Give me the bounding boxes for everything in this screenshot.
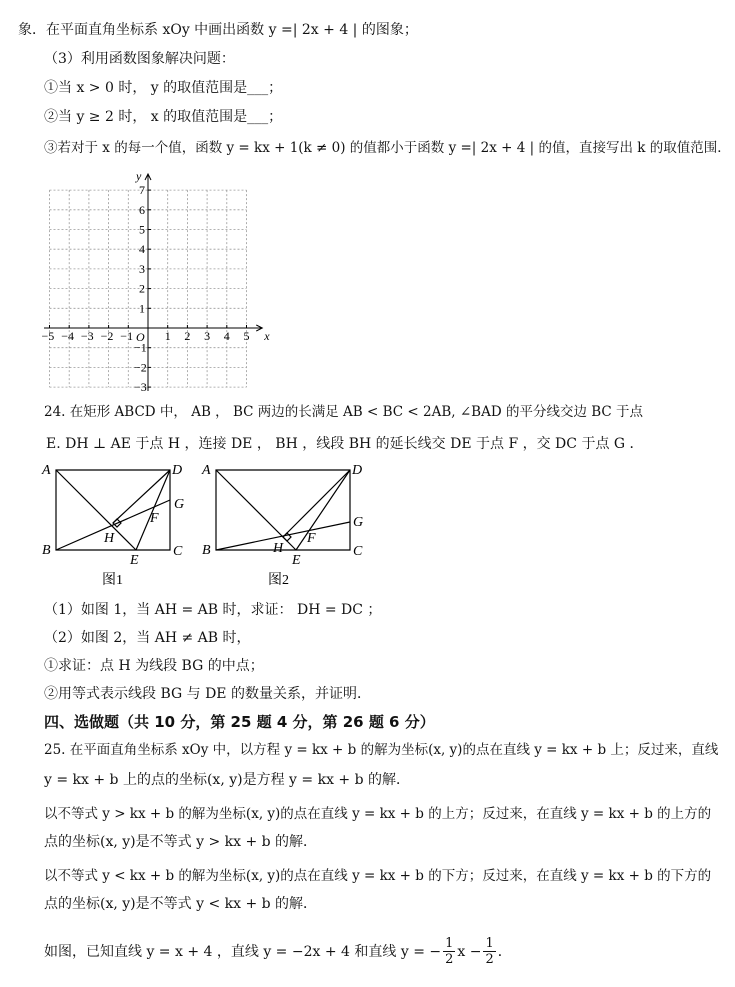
label-C: C: [353, 544, 363, 559]
figure-2: [200, 460, 380, 590]
y-tick-label: −3: [134, 380, 147, 395]
text-line: （3）利用函数图象解决问题：: [44, 51, 235, 67]
label-A: A: [202, 463, 211, 478]
x-tick-label: −4: [61, 329, 74, 343]
question-24-part: （1）如图 1，当 AH = AB 时，求证： DH = DC ；: [44, 602, 382, 618]
question-24-text: E. DH ⊥ AE 于点 H ，连接 DE ， BH ，线段 BH 的延长线交 DE 于点 F ，交 DC 于点 G ．: [46, 436, 644, 452]
label-F: F: [150, 511, 159, 526]
figure-caption: 图1: [102, 573, 123, 588]
y-tick-label: −1: [134, 340, 147, 355]
x-tick-label: −1: [120, 329, 134, 343]
x-tick-label: 2: [184, 329, 191, 343]
label-G: G: [174, 497, 185, 512]
question-25-text: 以不等式 y < kx + b 的解为坐标(x, y)的点在直线 y = kx + b 的下方；反过来，在直线 y = kx + b 的下方的: [44, 868, 712, 884]
fraction-denominator: 2: [445, 952, 454, 967]
label-G: G: [353, 515, 364, 530]
label-E: E: [130, 553, 139, 568]
y-tick-label: 2: [139, 281, 145, 296]
fraction-numerator: 1: [485, 936, 494, 951]
coordinate-grid: [30, 168, 290, 396]
fraction-half: [443, 936, 455, 967]
segment-dh: [113, 470, 170, 523]
label-E: E: [292, 553, 301, 568]
label-H: H: [104, 531, 115, 546]
fraction-half: [483, 936, 495, 967]
x-axis-label: x: [264, 329, 270, 343]
y-tick-label: 1: [139, 301, 145, 316]
y-axis-label: y: [136, 169, 142, 183]
question-24-part: （2）如图 2，当 AH ≠ AB 时，: [44, 630, 251, 646]
label-D: D: [352, 463, 363, 478]
x-tick-label: 4: [223, 329, 230, 343]
x-tick-label: 5: [243, 329, 250, 343]
figure-caption: 图2: [268, 573, 289, 588]
question-25-text: y = kx + b 上的点的坐标(x, y)是方程 y = kx + b 的解．: [44, 772, 411, 788]
x-tick-label: −5: [41, 329, 55, 343]
label-B: B: [202, 543, 211, 558]
y-tick-label: −2: [134, 360, 147, 375]
final-text-end: ．: [497, 943, 512, 960]
segment-dh: [283, 470, 350, 537]
question-25-text: 点的坐标(x, y)是不等式 y > kx + b 的解．: [44, 834, 318, 850]
y-tick-label: 7: [139, 183, 145, 198]
text-line: 象．在平面直角坐标系 xOy 中画出函数 y =| 2x + 4 | 的图象；: [18, 22, 418, 38]
question-25-text: 点的坐标(x, y)是不等式 y < kx + b 的解．: [44, 896, 318, 912]
question-24-part: ②用等式表示线段 BG 与 DE 的数量关系，并证明．: [44, 686, 371, 702]
question-25-text: 以不等式 y > kx + b 的解为坐标(x, y)的点在直线 y = kx + b 的上方；反过来，在直线 y = kx + b 的上方的: [44, 806, 712, 822]
origin-label: O: [136, 330, 145, 344]
text-line: ①当 x > 0 时， y 的取值范围是___；: [44, 80, 283, 96]
fraction-denominator: 2: [485, 952, 494, 967]
segment-de: [296, 470, 350, 550]
final-text-mid: x −: [457, 943, 482, 960]
segment-de: [136, 470, 170, 550]
x-tick-label: 1: [164, 329, 171, 343]
y-tick-label: 4: [139, 242, 145, 257]
text-line: ③若对于 x 的每一个值，函数 y = kx + 1(k ≠ 0) 的值都小于函数 y =| 2x + 4 | 的值，直接写出 k 的取值范围．: [44, 140, 731, 156]
label-F: F: [307, 531, 316, 546]
label-B: B: [42, 543, 51, 558]
label-D: D: [172, 463, 183, 478]
question-24-text: 24. 在矩形 ABCD 中， AB ， BC 两边的长满足 AB < BC < 2AB, ∠BAD 的平分线交边 BC 于点: [44, 404, 644, 420]
x-tick-label: −3: [80, 329, 94, 343]
final-text: 如图，已知直线 y = x + 4 ，直线 y = −2x + 4 和直线 y = −: [44, 943, 442, 960]
figure-1: [40, 460, 200, 590]
section-heading: 四、选做题（共 10 分，第 25 题 4 分，第 26 题 6 分）: [44, 713, 435, 731]
y-tick-label: 3: [139, 261, 145, 276]
question-25-text: 25. 在平面直角坐标系 xOy 中，以方程 y = kx + b 的解为坐标(x, y)的点在直线 y = kx + b 上；反过来，直线: [44, 742, 719, 758]
label-H: H: [273, 541, 284, 556]
y-tick-label: 6: [139, 202, 145, 217]
label-C: C: [173, 544, 183, 559]
text-line: ②当 y ≥ 2 时， x 的取值范围是___；: [44, 109, 283, 125]
question-24-part: ①求证：点 H 为线段 BG 的中点；: [44, 658, 264, 674]
fraction-numerator: 1: [445, 936, 454, 951]
question-25-final: [44, 936, 512, 967]
segment-ae: [56, 470, 136, 550]
x-tick-label: −2: [100, 329, 114, 343]
y-tick-label: 5: [139, 222, 145, 237]
x-tick-label: 3: [204, 329, 211, 343]
rectangle-abcd: [216, 470, 350, 550]
label-A: A: [42, 463, 51, 478]
